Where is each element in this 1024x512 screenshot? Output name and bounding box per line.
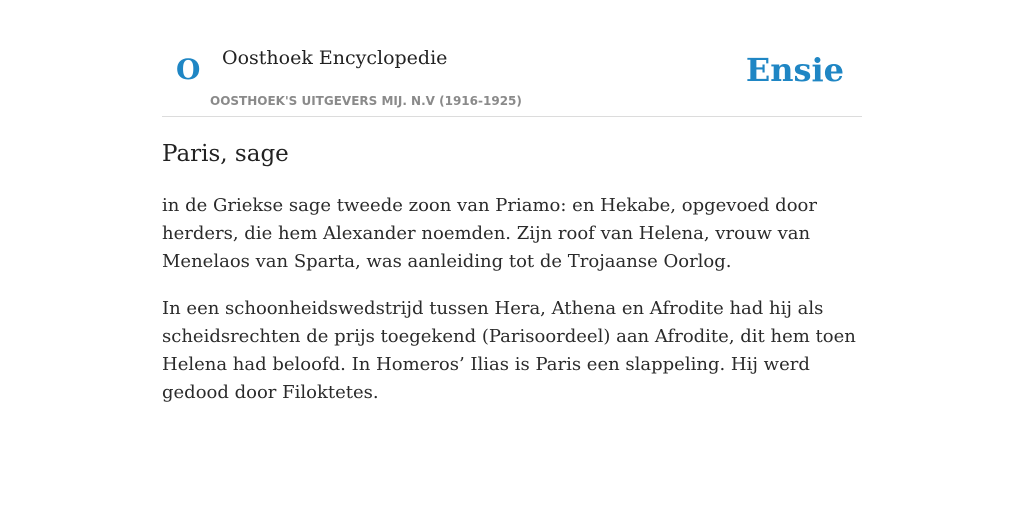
entry-title: Paris, sage [162,141,289,167]
ensie-logo[interactable]: Ensie [745,51,844,89]
publisher-label: OOSTHOEK'S UITGEVERS MIJ. N.V (1916-1925) [210,94,522,108]
publication-title[interactable]: Oosthoek Encyclopedie [222,47,448,69]
entry-body [162,192,867,426]
entry-paragraph: In een schoonheidswedstrijd tussen Hera, Athena en Afrodite had hij als scheidsrechten de prijs toegekend (Parisoordeel) aan Afrodite, dit hem toen Helena had beloofd. In Homeros’ Ilias is Paris een slappeling. Hij werd gedood door Filoktetes. [162,298,856,403]
entry-paragraph: in de Griekse sage tweede zoon van Priamo: en Hekabe, opgevoed door herders, die hem Alexander noemden. Zijn roof van Helena, vrouw van Menelaos van Sparta, was aanleiding tot de Trojaanse Oorlog. [162,195,817,272]
publication-header [162,0,862,117]
publication-logo[interactable]: O [176,53,201,86]
